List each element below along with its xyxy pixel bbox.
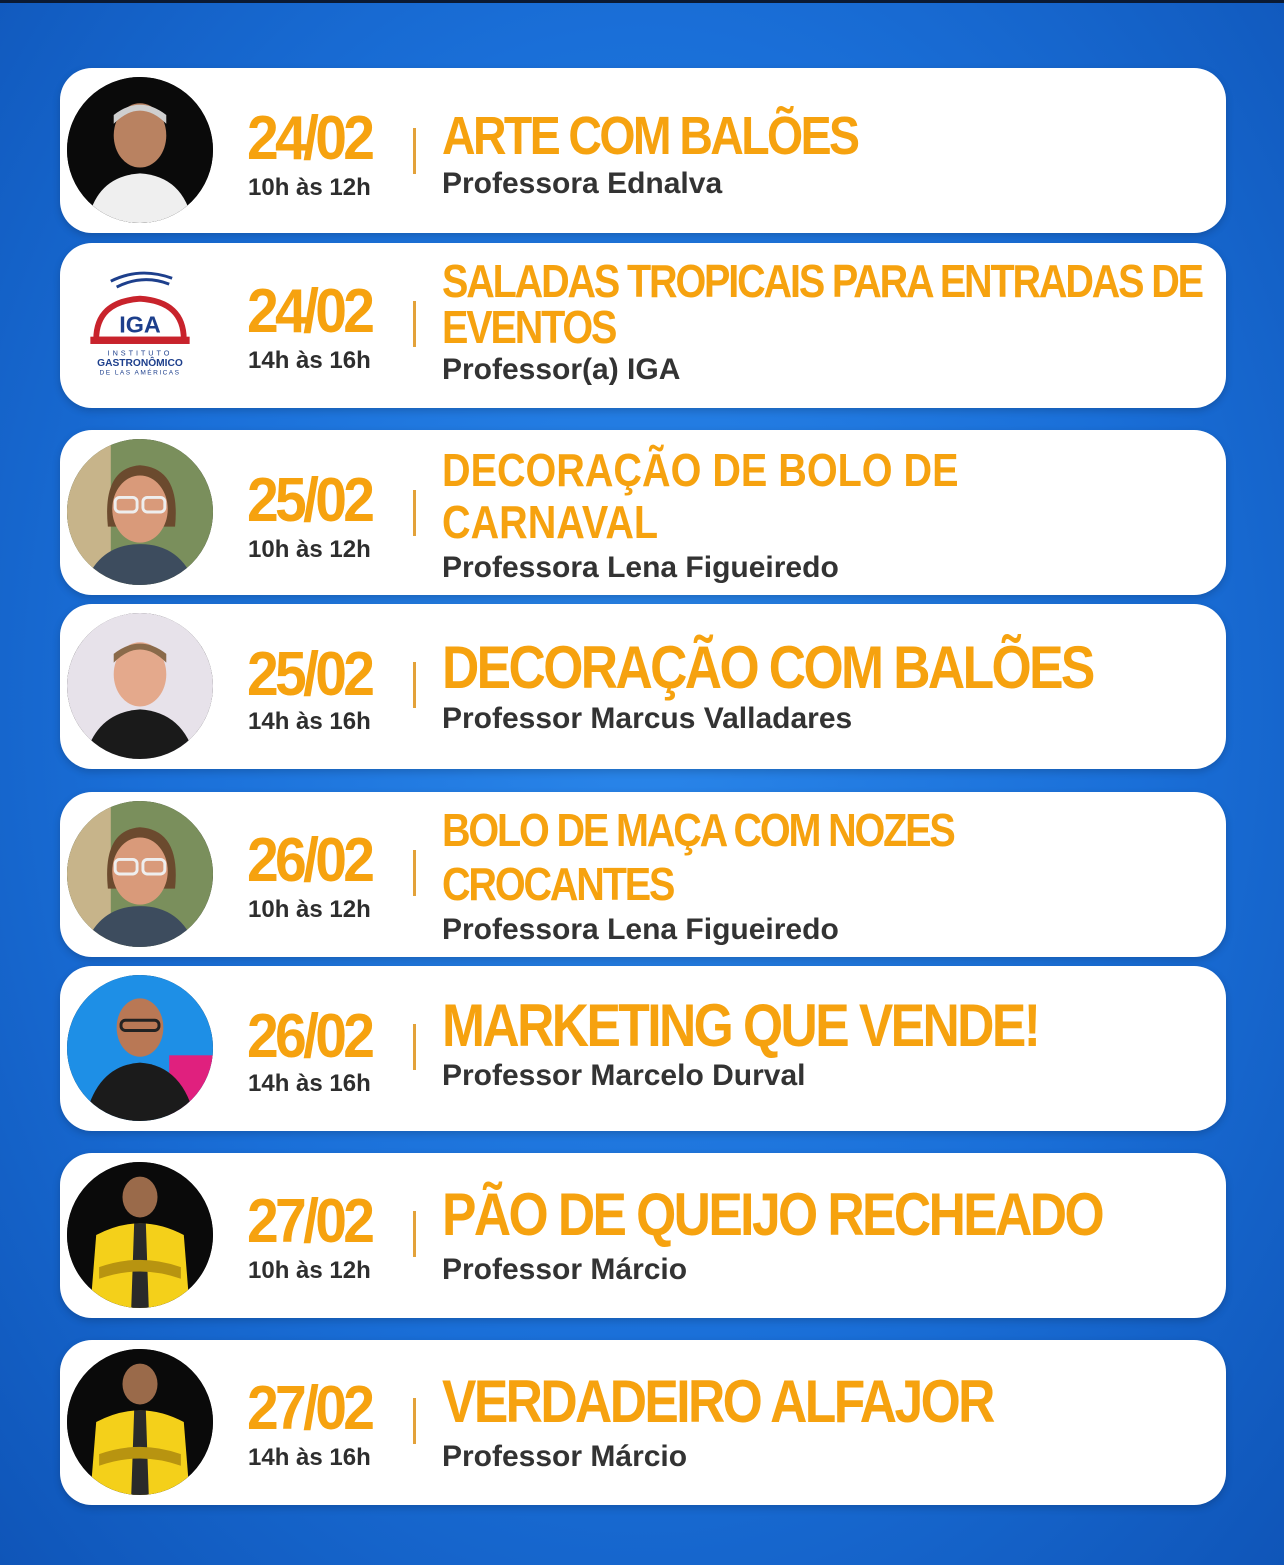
person-photo-icon	[67, 439, 213, 585]
schedule-card	[60, 604, 1226, 769]
session-title-line1: SALADAS TROPICAIS PARA ENTRADAS DE	[442, 255, 1202, 307]
date-divider	[413, 1024, 416, 1070]
schedule-card	[60, 68, 1226, 233]
iga-logo-line3: DE LAS AMÉRICAS	[99, 369, 181, 377]
avatar-photo-ednalva	[64, 74, 216, 226]
session-time: 10h às 12h	[248, 1257, 371, 1284]
schedule-card	[60, 1153, 1226, 1318]
date-divider	[413, 662, 416, 708]
person-photo-icon	[67, 975, 213, 1121]
session-title: DECORAÇÃO COM BALÕES	[442, 634, 1093, 701]
session-teacher: Professor Márcio	[442, 1440, 688, 1473]
avatar-photo-marcio	[64, 1346, 216, 1498]
person-photo-icon	[67, 801, 213, 947]
schedule-card	[60, 966, 1226, 1131]
avatar-iga-logo	[64, 249, 216, 401]
session-title-line1: BOLO DE MAÇA COM NOZES	[442, 804, 954, 856]
person-photo-icon	[67, 613, 213, 759]
session-teacher: Professor Marcus Valladares	[442, 702, 853, 735]
avatar-photo-marcio	[64, 1159, 216, 1311]
avatar-photo-lena	[64, 798, 216, 950]
session-time: 14h às 16h	[248, 347, 371, 374]
session-time: 10h às 12h	[248, 896, 371, 923]
avatar-photo-marcus	[64, 610, 216, 762]
session-time: 10h às 12h	[248, 174, 371, 201]
session-time: 10h às 12h	[248, 536, 371, 563]
iga-logo-abbr: IGA	[119, 311, 161, 338]
session-teacher: Professora Ednalva	[442, 167, 723, 200]
date-divider	[413, 128, 416, 174]
session-title-line2: CARNAVAL	[442, 496, 659, 548]
session-time: 14h às 16h	[248, 708, 371, 735]
session-teacher: Professor(a) IGA	[442, 353, 681, 386]
schedule-card	[60, 430, 1226, 595]
date-divider	[413, 850, 416, 896]
date-divider	[413, 490, 416, 536]
person-photo-icon	[67, 1162, 213, 1308]
session-teacher: Professor Marcelo Durval	[442, 1059, 806, 1092]
session-teacher: Professora Lena Figueiredo	[442, 551, 839, 584]
session-date: 24/02	[247, 277, 372, 346]
iga-logo-line2: GASTRONÔMICO	[97, 357, 183, 369]
session-date: 27/02	[247, 1374, 372, 1443]
session-date: 25/02	[247, 466, 372, 535]
session-date: 26/02	[247, 826, 372, 895]
avatar-photo-lena	[64, 436, 216, 588]
session-title: ARTE COM BALÕES	[442, 106, 858, 166]
schedule-card	[60, 243, 1226, 408]
session-date: 27/02	[247, 1187, 372, 1256]
schedule-card	[60, 1340, 1226, 1505]
session-title-line2: CROCANTES	[442, 858, 674, 910]
session-title-line1: DECORAÇÃO DE BOLO DE	[442, 444, 959, 496]
date-divider	[413, 301, 416, 347]
session-date: 25/02	[247, 640, 372, 709]
session-time: 14h às 16h	[248, 1444, 371, 1471]
session-teacher: Professora Lena Figueiredo	[442, 913, 839, 946]
person-photo-icon	[67, 1349, 213, 1495]
session-title: PÃO DE QUEIJO RECHEADO	[442, 1181, 1103, 1248]
iga-logo-icon	[67, 252, 213, 398]
date-divider	[413, 1211, 416, 1257]
session-title: VERDADEIRO ALFAJOR	[442, 1368, 993, 1435]
person-photo-icon	[67, 77, 213, 223]
session-title: MARKETING QUE VENDE!	[442, 992, 1039, 1059]
date-divider	[413, 1398, 416, 1444]
session-teacher: Professor Márcio	[442, 1253, 688, 1286]
session-title-line2: EVENTOS	[442, 301, 616, 353]
session-date: 24/02	[247, 104, 372, 173]
session-time: 14h às 16h	[248, 1070, 371, 1097]
iga-logo-line1: INSTITUTO	[107, 348, 173, 358]
avatar-photo-marcelo	[64, 972, 216, 1124]
schedule-card	[60, 792, 1226, 957]
session-date: 26/02	[247, 1002, 372, 1071]
